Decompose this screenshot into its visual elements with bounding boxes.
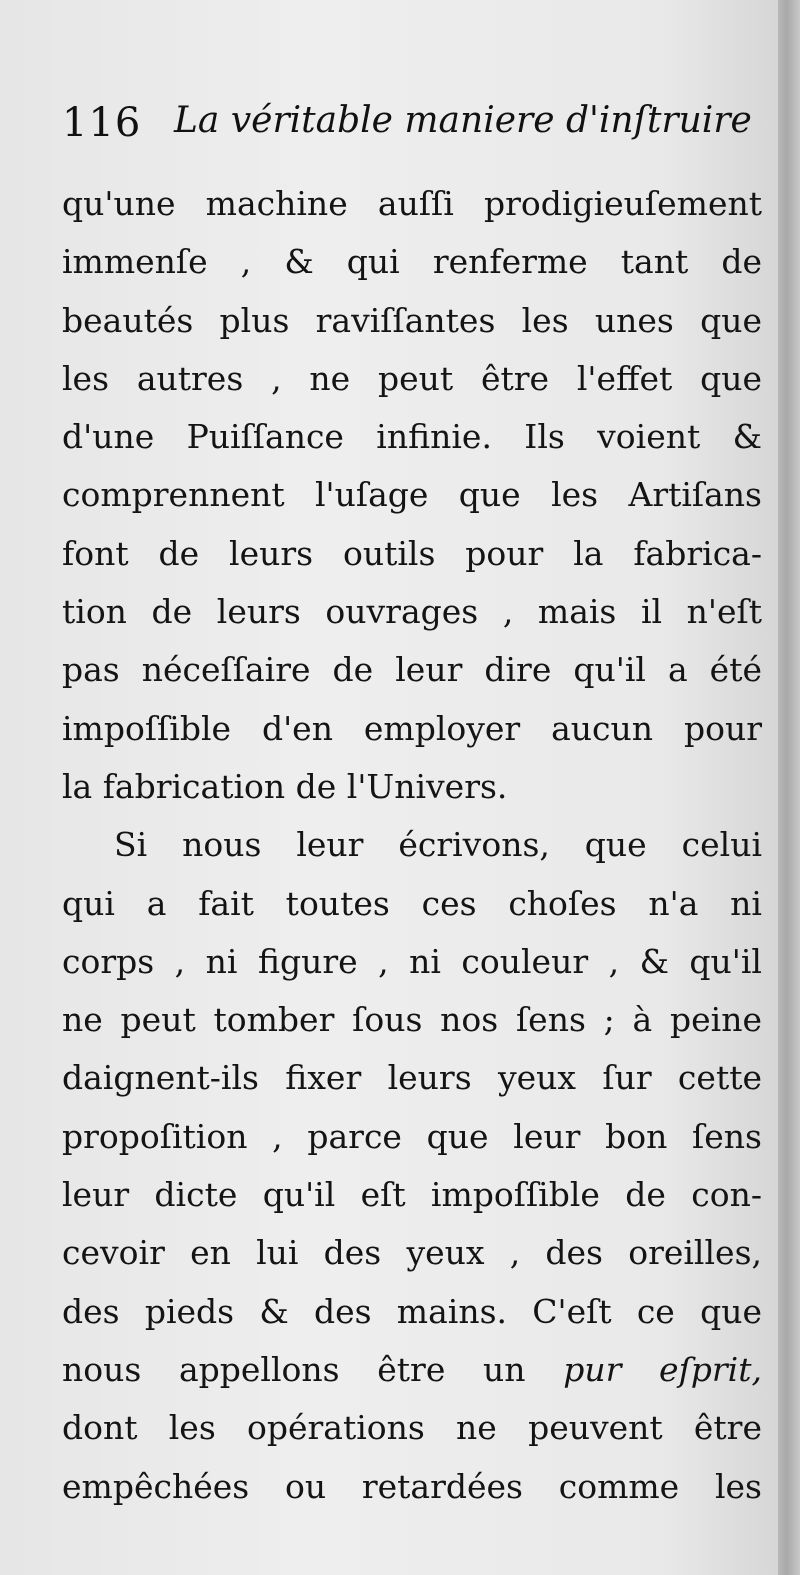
text-segment: nous appellons être un [62,1349,564,1389]
text-line: qu'une machine auſſi prodigieuſement [62,184,762,223]
text-line: immenſe , & qui renferme tant de [62,242,762,282]
text-line: font de leurs outils pour la fabrica- [62,533,762,573]
running-title: La véritable maniere d'inſtruire [174,100,752,141]
text-line: tion de leurs ouvrages , mais il n'eſt [62,592,762,632]
text-line: cevoir en lui des yeux , des oreilles, [62,1233,762,1273]
text-line: daignent-ils fixer leurs yeux ſur cette [62,1058,762,1098]
italic-phrase: pur eſprit, [563,1349,762,1389]
text-line: impoſſible d'en employer aucun pour [62,708,762,748]
text-line: ne peut tomber ſous nos ſens ; à peine [62,1000,762,1040]
text-line: leur dicte qu'il eſt impoſſible de con- [62,1175,762,1215]
body-text [62,175,762,1516]
text-line: des pieds & des mains. C'eſt ce que [62,1291,762,1331]
text-line: corps , ni figure , ni couleur , & qu'il [62,941,762,981]
text-line: qui a fait toutes ces choſes n'a ni [62,883,762,923]
text-line-with-italic [62,1341,762,1399]
text-line: dont les opérations ne peuvent être [62,1408,762,1448]
text-line: pas néceſſaire de leur dire qu'il a été [62,650,762,690]
paragraph-start-line: Si nous leur écrivons, que celui [114,825,762,865]
text-line: beautés plus raviſſantes les unes que [62,300,762,340]
text-line: propoſition , parce que leur bon ſens [62,1116,762,1156]
paragraph-end-line: la fabrication de l'Univers. [62,766,508,806]
text-line: les autres , ne peut être l'effet que [62,358,762,398]
text-line: d'une Puiſſance infinie. Ils voient & [62,417,762,457]
page-header [62,98,762,160]
text-line: comprennent l'uſage que les Artiſans [62,475,762,515]
page-number: 116 [62,100,142,146]
text-line: empêchées ou retardées comme les [62,1466,762,1506]
page-edge-shadow [778,0,800,1575]
